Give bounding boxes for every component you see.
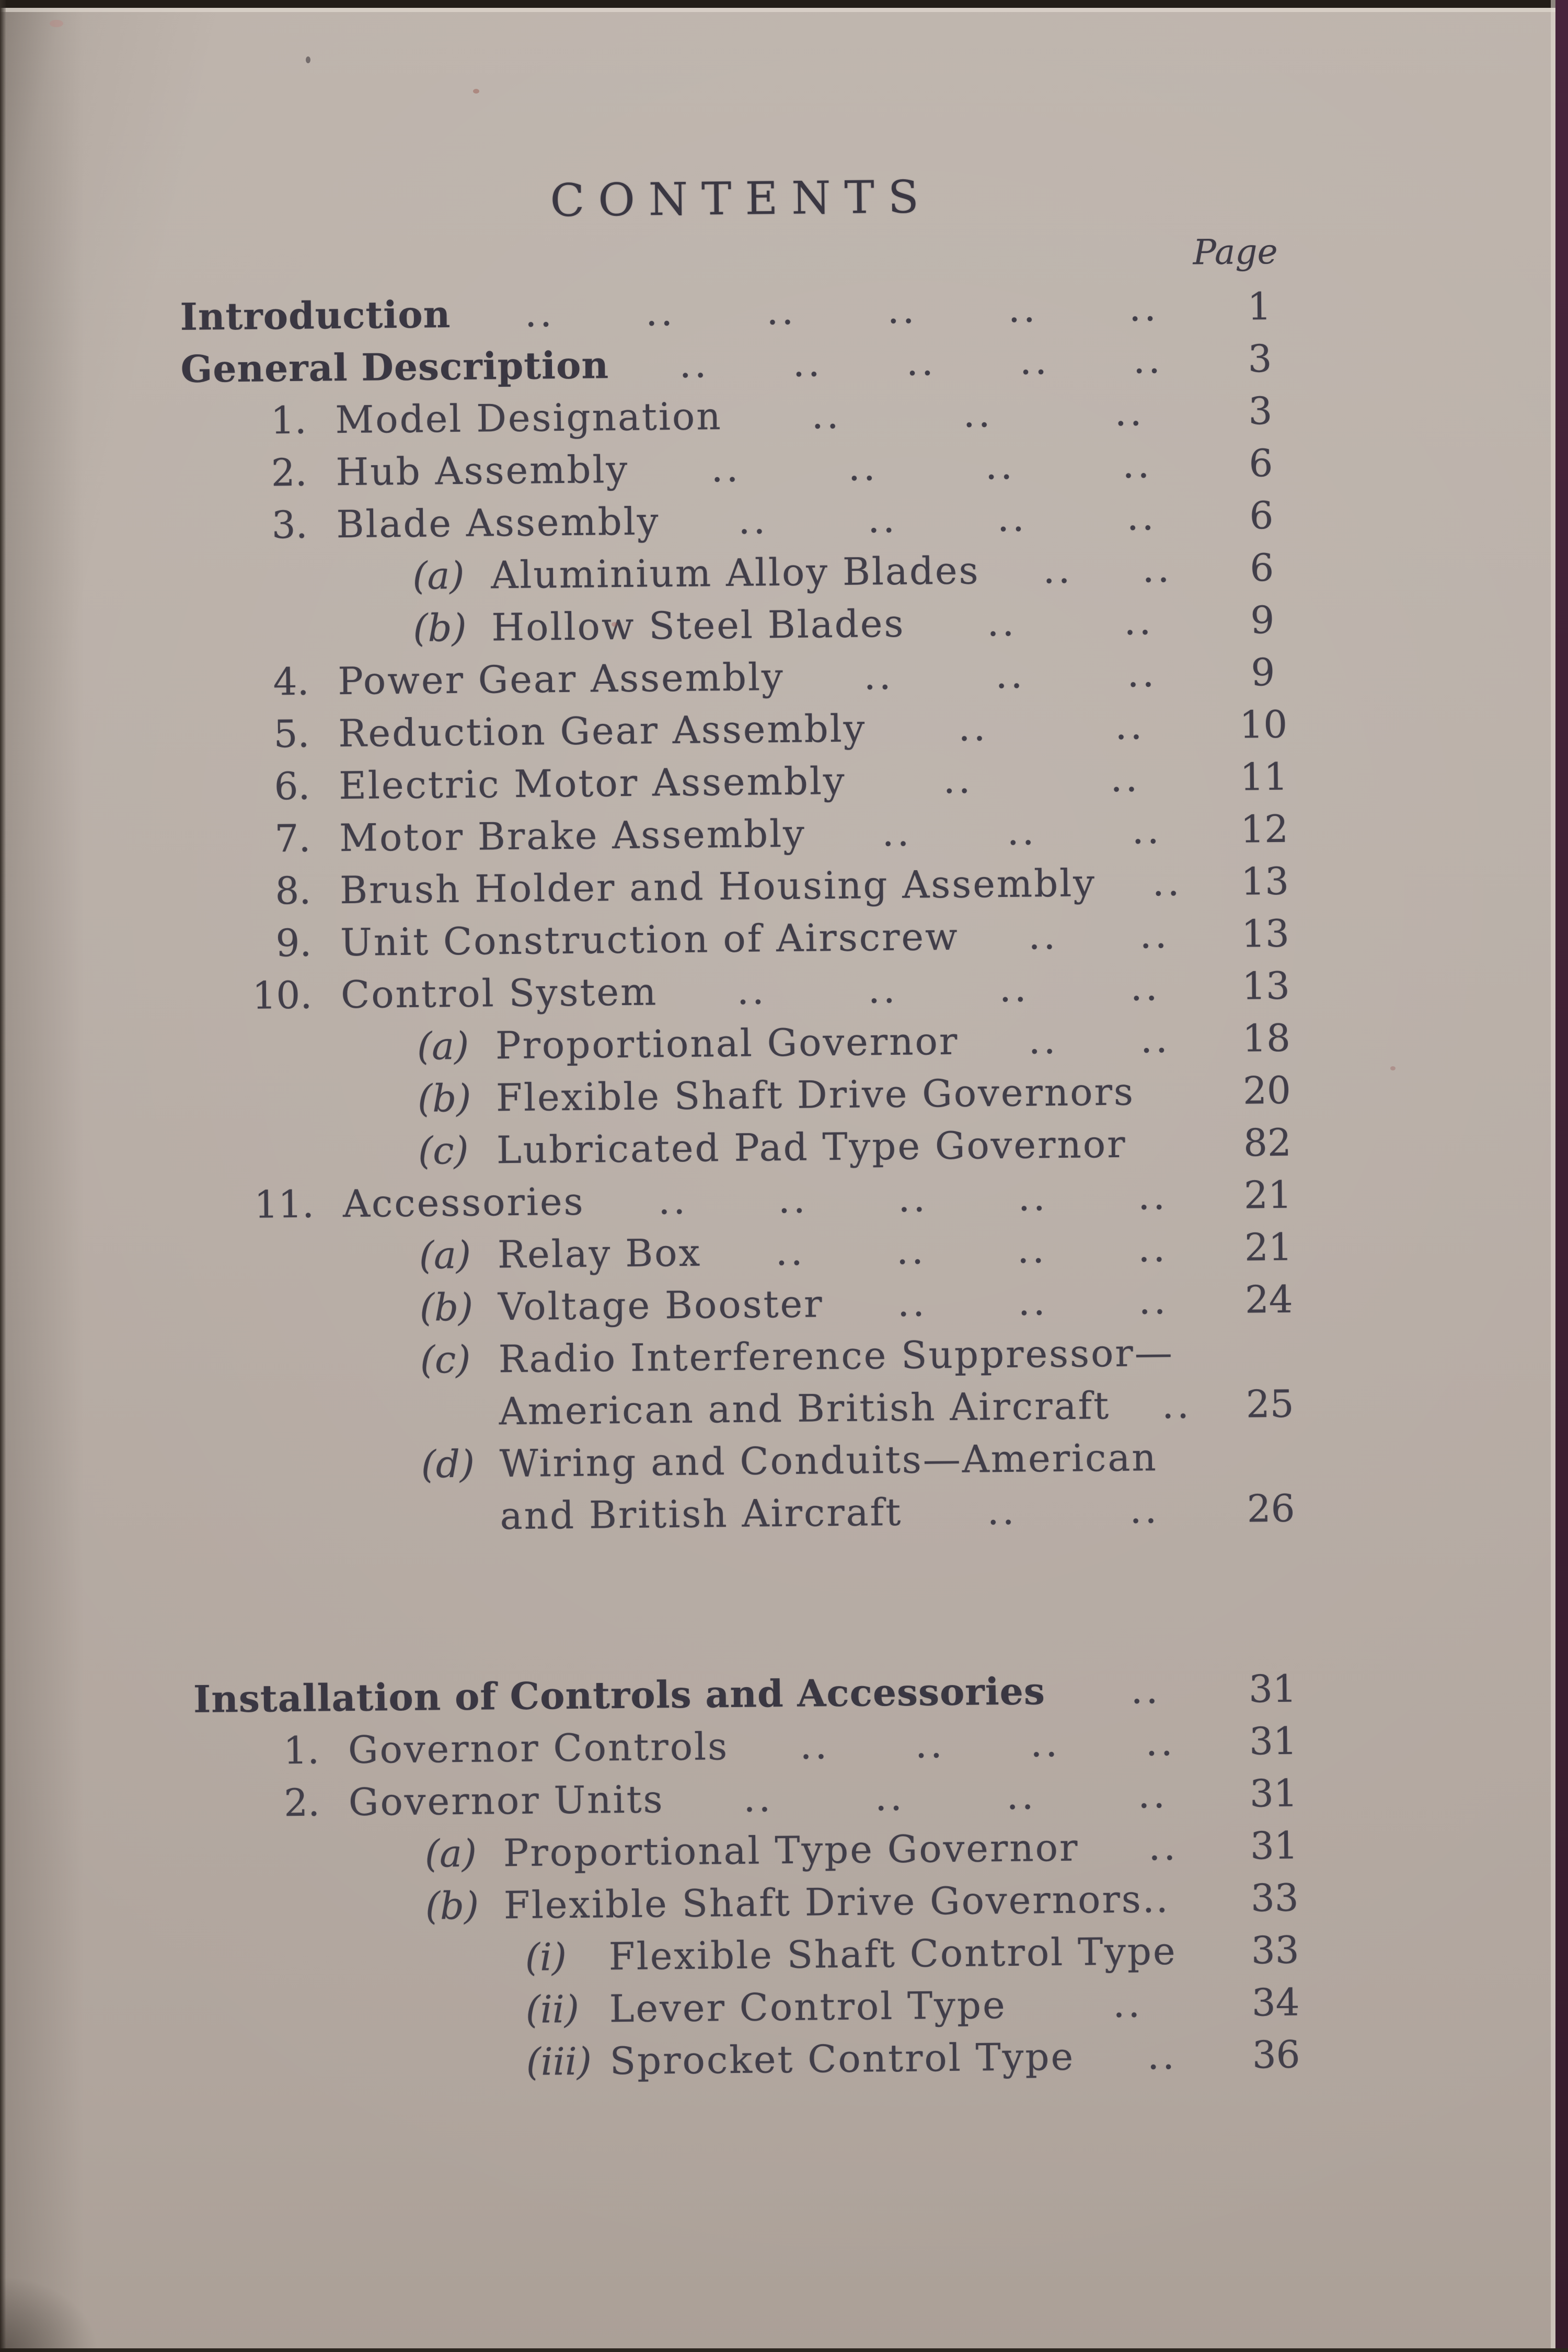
- entry-page-number: 9: [1250, 650, 1275, 695]
- entry-number: 10.: [252, 973, 313, 1018]
- entry-number: 4.: [273, 659, 309, 704]
- dot-leader-group: ..: [897, 1176, 929, 1220]
- dot-leaders: [834, 803, 1209, 859]
- entry-label: Proportional Governor: [495, 1019, 959, 1068]
- dot-leader-group: ..: [778, 1177, 809, 1222]
- dot-leaders: [688, 490, 1207, 547]
- dot-leader-group: ..: [1112, 1981, 1144, 2026]
- entry-page-number: 12: [1240, 806, 1289, 851]
- dot-leader-group: ..: [1161, 1382, 1193, 1427]
- page-bottom-edge: [0, 2348, 1568, 2352]
- entry-number: 2.: [283, 1780, 320, 1825]
- entry-label: Accessories: [342, 1179, 585, 1226]
- entry-number: 6.: [274, 764, 310, 809]
- entry-number: (d): [421, 1442, 475, 1486]
- dot-leader-group: ..: [868, 967, 898, 1012]
- dot-leaders: [931, 1483, 1216, 1538]
- entry-number: 5.: [273, 711, 310, 756]
- entry-label: Relay Box: [497, 1230, 702, 1277]
- dot-leader-group: ..: [1130, 965, 1161, 1009]
- entry-number: 7.: [274, 816, 311, 861]
- dot-leader-group: ..: [1152, 860, 1183, 905]
- entry-page-number: 31: [1249, 1771, 1298, 1816]
- dot-leaders: [1008, 542, 1207, 596]
- entry-label: Radio Interference Suppressor—: [498, 1330, 1174, 1381]
- dot-leaders: [1108, 1820, 1219, 1873]
- entry-number: (a): [419, 1232, 471, 1277]
- dot-leader-group: ..: [738, 498, 769, 543]
- entry-label: Governor Controls: [348, 1724, 729, 1772]
- dot-leader-group: ..: [1140, 1017, 1171, 1062]
- entry-page-number: [1230, 1364, 1309, 1365]
- dot-leader-group: ..: [1129, 1488, 1160, 1532]
- paper-speck: [306, 56, 310, 63]
- entry-label: Aluminium Alloy Blades: [491, 548, 980, 597]
- dot-leader-group: ..: [1131, 1668, 1161, 1712]
- entry-number: (ii): [525, 1987, 580, 2032]
- dot-leader-group: ..: [1008, 286, 1039, 331]
- page-column-heading: Page: [1193, 231, 1278, 273]
- entry-label: Power Gear Assembly: [337, 654, 785, 704]
- entry-label: General Description: [180, 343, 609, 391]
- dot-leader-group: ..: [743, 1776, 774, 1820]
- toc-row: [191, 1482, 1310, 1545]
- entry-number: (b): [425, 1883, 479, 1928]
- entry-number: 1.: [270, 398, 307, 443]
- dot-leader-group: ..: [882, 810, 913, 855]
- book-cover-right-edge: [1555, 0, 1568, 2352]
- dot-leader-group: ..: [1139, 912, 1170, 957]
- dot-leaders: [1124, 856, 1210, 909]
- dot-leader-group: ..: [1124, 599, 1155, 643]
- entry-label: Flexible Shaft Drive Governors: [495, 1069, 1135, 1120]
- dot-leader-group: ..: [658, 1178, 689, 1223]
- entry-label: Proportional Type Governor: [503, 1825, 1079, 1875]
- entry-label: Voltage Booster: [498, 1282, 824, 1329]
- entry-number: (c): [418, 1128, 469, 1173]
- dot-leader-group: ..: [987, 1489, 1018, 1534]
- page-left-edge: [0, 0, 6, 2352]
- dot-leaders: [751, 385, 1206, 442]
- entry-page-number: 26: [1247, 1486, 1295, 1531]
- dot-leader-group: ..: [958, 705, 989, 750]
- dot-leader-group: ..: [1147, 2033, 1178, 2078]
- dot-leader-group: ..: [792, 341, 823, 385]
- entry-label: Introduction: [180, 292, 451, 339]
- entry-page-number: 13: [1240, 859, 1289, 904]
- entry-number: (a): [412, 553, 465, 598]
- entry-page-number: 33: [1250, 1875, 1299, 1920]
- dot-leader-group: ..: [848, 445, 879, 489]
- dot-leader-group: ..: [1142, 546, 1173, 591]
- entry-page-number: 33: [1251, 1928, 1299, 1973]
- entry-label: Flexible Shaft Control Type: [608, 1929, 1177, 1979]
- dot-leader-group: ..: [1132, 808, 1162, 852]
- entry-label: and British Aircraft: [500, 1490, 903, 1538]
- entry-number: (iii): [526, 2039, 592, 2084]
- dot-leader-group: ..: [887, 287, 918, 332]
- dot-leaders: [658, 437, 1206, 495]
- entry-label: Blade Assembly: [336, 499, 660, 547]
- dot-leader-group: ..: [1137, 1772, 1169, 1817]
- dot-leader-group: ..: [1133, 337, 1164, 382]
- entry-page-number: 18: [1242, 1016, 1291, 1060]
- entry-label: Installation of Controls and Accessories: [193, 1669, 1046, 1721]
- dot-leader-group: ..: [1028, 913, 1059, 958]
- entry-page-number: 6: [1249, 441, 1273, 486]
- dot-leader-group: ..: [997, 495, 1028, 540]
- dot-leader-group: ..: [1138, 1278, 1169, 1323]
- dot-leader-group: ..: [766, 289, 797, 333]
- dot-leader-group: ..: [1127, 651, 1158, 696]
- dot-leader-group: ..: [1006, 1773, 1037, 1818]
- entry-page-number: 10: [1239, 702, 1288, 747]
- dot-leader-group: ..: [963, 391, 994, 436]
- entry-number: (a): [424, 1831, 477, 1876]
- dot-leaders: [730, 1221, 1214, 1278]
- entry-label: Model Designation: [335, 394, 722, 442]
- dot-leader-group: ..: [1126, 494, 1157, 539]
- dot-leader-group: ..: [1137, 1173, 1169, 1218]
- toc-row: [187, 1011, 1306, 1075]
- entry-number: (i): [525, 1935, 567, 1979]
- entry-page-number: 20: [1242, 1068, 1292, 1113]
- page-top-edge: [0, 0, 1568, 8]
- dot-leader-group: ..: [943, 757, 974, 802]
- entry-page-number: 3: [1248, 388, 1273, 433]
- dot-leader-group: ..: [1017, 1227, 1048, 1272]
- dot-leaders: [1103, 2029, 1222, 2082]
- entry-page-number: 13: [1241, 911, 1290, 956]
- dot-leader-group: ..: [736, 969, 768, 1013]
- dot-leader-group: ..: [1148, 1824, 1179, 1869]
- entry-page-number: 31: [1249, 1719, 1298, 1763]
- dot-leader-group: ..: [679, 342, 710, 386]
- dot-leader-group: ..: [811, 393, 842, 437]
- entry-page-number: 31: [1248, 1666, 1297, 1711]
- entry-page-number: 82: [1243, 1120, 1292, 1165]
- entry-label: Reduction Gear Assembly: [338, 706, 867, 756]
- entry-page-number: 9: [1250, 597, 1275, 642]
- page-top-edge-highlight: [0, 8, 1568, 12]
- dot-leader-group: ..: [775, 1229, 806, 1274]
- entry-page-number: 31: [1250, 1823, 1299, 1868]
- entry-page-number: 21: [1243, 1172, 1293, 1217]
- page-right-edge-highlight: [1551, 0, 1555, 2352]
- entry-label: Sprocket Control Type: [609, 2034, 1075, 2083]
- dot-leaders: [686, 960, 1212, 1018]
- paper-speck: [612, 622, 617, 627]
- entry-label: Governor Units: [348, 1777, 664, 1825]
- entry-number: 2.: [271, 450, 307, 495]
- entry-label: Control System: [340, 970, 658, 1017]
- entry-label: Hollow Steel Blades: [491, 601, 905, 650]
- entry-number: (b): [419, 1285, 474, 1330]
- entry-number: (c): [420, 1337, 471, 1382]
- entry-label: Wiring and Conduits—American: [499, 1435, 1158, 1486]
- entry-page-number: 6: [1250, 545, 1274, 590]
- table-of-contents: [180, 280, 1316, 2091]
- gutter-shadow: [6, 0, 84, 2352]
- dot-leader-group: ..: [1007, 809, 1037, 854]
- dot-leader-group: ..: [863, 653, 894, 698]
- entry-page-number: 34: [1251, 1980, 1300, 2025]
- paper-speck: [1390, 1066, 1396, 1070]
- dot-leaders: [1156, 1156, 1213, 1157]
- dot-leader-group: ..: [985, 443, 1016, 488]
- dot-leader-group: ..: [987, 600, 1018, 645]
- entry-label: Unit Construction of Airscrew: [340, 914, 960, 965]
- dot-leader-group: ..: [915, 1722, 946, 1767]
- entry-label: Lever Control Type: [609, 1982, 1007, 2031]
- toc-row: [197, 2028, 1316, 2091]
- entry-label: Lubricated Pad Type Governor: [496, 1122, 1127, 1172]
- dot-leader-group: ..: [897, 1281, 928, 1325]
- dot-leader-group: ..: [645, 290, 676, 335]
- dot-leader-group: ..: [1114, 390, 1145, 434]
- dot-leader-group: ..: [1018, 1175, 1048, 1219]
- entry-label: Electric Motor Assembly: [338, 758, 846, 808]
- entry-page-number: 1: [1247, 284, 1272, 329]
- dot-leader-group: ..: [1122, 442, 1153, 487]
- dot-leaders: [1139, 1378, 1216, 1431]
- dot-leaders: [987, 1012, 1212, 1067]
- entry-number: (a): [417, 1023, 469, 1068]
- dot-leader-group: ..: [524, 291, 556, 336]
- dot-leader-group: ..: [1018, 1279, 1048, 1324]
- dot-leader-group: ..: [799, 1723, 831, 1768]
- dot-leader-group: ..: [999, 966, 1030, 1011]
- entry-label: Motor Brake Assembly: [339, 811, 806, 860]
- dot-leader-group: ..: [896, 1228, 927, 1273]
- entry-number: 8.: [275, 868, 312, 913]
- entry-number: 11.: [254, 1182, 315, 1227]
- entry-page-number: 11: [1239, 754, 1288, 799]
- dot-leader-group: ..: [1019, 339, 1051, 383]
- dot-leader-group: ..: [995, 652, 1026, 697]
- entry-number: 3.: [271, 502, 308, 547]
- entry-page-number: 24: [1244, 1277, 1294, 1322]
- dot-leader-group: ..: [1145, 1720, 1176, 1765]
- dot-leaders: [693, 1768, 1219, 1825]
- page-title: CONTENTS: [550, 171, 933, 227]
- dot-leader-group: ..: [1030, 1721, 1061, 1766]
- entry-number: 1.: [283, 1728, 320, 1773]
- dot-leader-group: ..: [1128, 285, 1160, 330]
- dot-leaders: [479, 281, 1205, 340]
- dot-leaders: [933, 594, 1208, 649]
- entry-label: Hub Assembly: [336, 447, 629, 494]
- entry-page-number: 3: [1248, 336, 1272, 381]
- dot-leaders: [1074, 1663, 1218, 1717]
- dot-leaders: [1035, 1977, 1221, 2031]
- dot-leaders: [813, 647, 1208, 702]
- entry-number: 9.: [275, 920, 312, 965]
- entry-label: Brush Holder and Housing Assembly: [339, 861, 1097, 913]
- entry-page-number: 36: [1252, 2032, 1300, 2077]
- entry-page-number: 13: [1241, 963, 1290, 1008]
- dot-leader-group: ..: [874, 1774, 906, 1819]
- dot-leader-group: ..: [1114, 704, 1146, 748]
- dot-leaders: [895, 699, 1209, 754]
- entry-number: (b): [417, 1076, 471, 1121]
- paper-speck: [473, 89, 479, 94]
- bottom-left-corner-shadow: [0, 2247, 136, 2352]
- dot-leader-group: ..: [1043, 547, 1074, 592]
- dot-leaders: [874, 751, 1209, 806]
- entry-page-number: 25: [1246, 1381, 1294, 1426]
- dot-leader-group: ..: [867, 497, 898, 541]
- dot-leaders: [852, 1274, 1214, 1330]
- dot-leader-group: ..: [906, 340, 937, 384]
- dot-leader-group: ..: [711, 446, 742, 491]
- dot-leader-group: ..: [1110, 756, 1141, 800]
- entry-label: Flexible Shaft Drive Governors..: [503, 1876, 1170, 1928]
- dot-leader-group: ..: [1137, 1226, 1169, 1271]
- dot-leaders: [638, 333, 1205, 390]
- entry-page-number: 6: [1249, 493, 1274, 538]
- dot-leaders: [757, 1715, 1219, 1772]
- entry-number: (b): [412, 605, 467, 650]
- dot-leaders: [613, 1169, 1213, 1227]
- dot-leader-group: ..: [1028, 1018, 1059, 1063]
- entry-label: American and British Aircraft: [499, 1383, 1111, 1434]
- entry-page-number: 21: [1244, 1225, 1293, 1270]
- dot-leaders: [987, 908, 1210, 962]
- paper-speck: [50, 20, 63, 27]
